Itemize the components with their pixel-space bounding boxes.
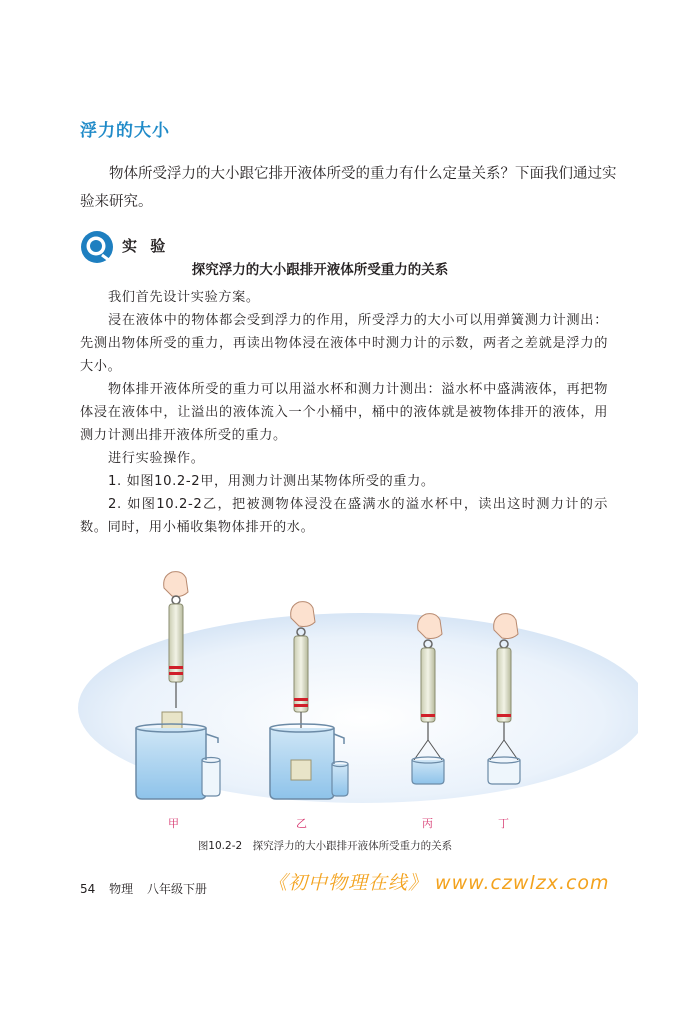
experiment-label: 实 验 <box>122 237 170 255</box>
label-ding: 丁 <box>498 817 509 830</box>
paragraph: 物体排开液体所受的重力可以用溢水杯和测力计测出：溢水杯中盛满液体，再把物体浸在液体中，让溢出的液体流入一个小桶中，桶中的液体就是被物体排开的液体，用测力计测出排开液体所受的重力。 <box>80 382 608 443</box>
section-title: 浮力的大小 <box>80 121 170 141</box>
label-jia: 甲 <box>168 817 179 830</box>
experiment-header <box>80 230 620 260</box>
paragraph: 2. 如图10.2-2乙，把被测物体浸没在盛满水的溢水杯中，读出这时测力计的示数。同时，用小桶收集物体排开的水。 <box>80 497 608 535</box>
paragraph: 1. 如图10.2-2甲，用测力计测出某物体所受的重力。 <box>108 474 435 489</box>
page-number: 54 <box>80 882 96 896</box>
experiment-title: 探究浮力的大小跟排开液体所受重力的关系 <box>191 262 449 278</box>
watermark: 《初中物理在线》 www.czwlzx.com <box>268 872 610 894</box>
paragraph: 浸在液体中的物体都会受到浮力的作用，所受浮力的大小可以用弹簧测力计测出：先测出物体所受的重力，再读出物体浸在液体中时测力计的示数，两者之差就是浮力的大小。 <box>80 313 608 374</box>
intro-paragraph <box>80 160 620 216</box>
page-footer <box>80 880 217 897</box>
figure-caption: 图10.2-2 探究浮力的大小跟排开液体所受重力的关系 <box>197 840 453 852</box>
paragraph: 我们首先设计实验方案。 <box>108 290 260 305</box>
label-yi: 乙 <box>296 817 307 830</box>
intro-text: 物体所受浮力的大小跟它排开液体所受的重力有什么定量关系？下面我们通过实验来研究。 <box>80 166 617 210</box>
paragraph: 进行实验操作。 <box>108 451 205 466</box>
volume: 八年级下册 <box>146 882 207 896</box>
experiment-figure <box>78 548 638 848</box>
subject: 物理 <box>109 882 134 896</box>
experiment-body <box>80 286 608 539</box>
hand-icon <box>164 572 188 597</box>
label-bing: 丙 <box>422 817 433 830</box>
